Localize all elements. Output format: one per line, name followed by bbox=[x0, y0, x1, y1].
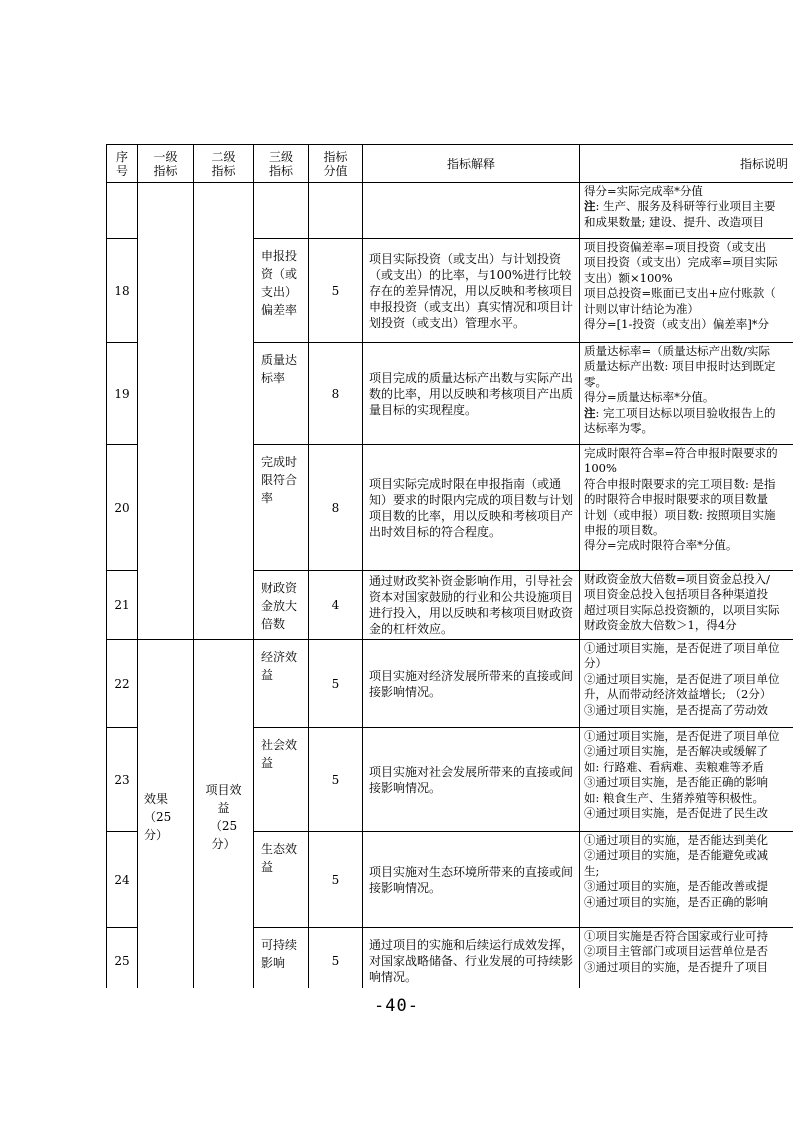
header-desc: 指标说明 bbox=[580, 145, 793, 183]
desc-text: 项目总投资=账面已支出+应付账款（ bbox=[584, 286, 776, 301]
desc-line bbox=[584, 618, 793, 633]
desc-text: ④通过项目的实施，是否正确的影响 bbox=[584, 894, 768, 909]
desc-line bbox=[584, 375, 793, 390]
desc-cell bbox=[580, 183, 793, 239]
desc-line bbox=[584, 944, 793, 959]
explain-cell bbox=[363, 728, 580, 832]
desc-line bbox=[584, 477, 793, 492]
header-level2: 二级 指标 bbox=[194, 145, 254, 183]
explain-cell-text: 项目实际投资（或支出）与计划投资（或支出）的比率，与100%进行比较存在的差异情况，用以反映和考核项目申报投资（或支出）真实情况和项目计划投资（或支出）管理水平。 bbox=[369, 251, 574, 330]
explain-cell bbox=[363, 832, 580, 928]
desc-text: 质量达标产出数: 项目申报时达到既定 bbox=[584, 359, 776, 374]
desc-text: 如: 行路难、看病难、卖粮难等矛盾 bbox=[584, 759, 765, 774]
score-cell-text: 5 bbox=[331, 772, 340, 787]
desc-text: 项目资金总投入包括项目各种渠道投 bbox=[584, 587, 768, 602]
desc-line bbox=[584, 421, 793, 436]
score-cell bbox=[309, 239, 363, 343]
table-viewport bbox=[106, 144, 793, 988]
level3-cell bbox=[254, 183, 309, 239]
desc-line bbox=[584, 864, 793, 879]
desc-line bbox=[584, 895, 793, 910]
level3-cell-text: 经济效 益 bbox=[261, 650, 298, 682]
desc-text: 得分=[1-投资（或支出）偏差率]*分 bbox=[584, 317, 770, 332]
seq-cell bbox=[107, 640, 138, 728]
desc-text: 完成时限符合率=符合申报时限要求的 bbox=[584, 446, 778, 460]
level3-cell-text: 可持续 影响 bbox=[261, 938, 298, 970]
desc-line bbox=[584, 760, 793, 775]
level1-group-cell-text: 效果 （25 分） bbox=[144, 791, 172, 842]
desc-text: ①通过项目实施，是否促进了项目单位 bbox=[584, 729, 780, 743]
desc-text: ②通过项目实施，是否解决或缓解了 bbox=[584, 744, 768, 759]
level3-cell bbox=[254, 239, 309, 343]
desc-text: 支出）额×100% bbox=[584, 270, 673, 285]
desc-text: 的时限符合申报时限要求的项目数量 bbox=[584, 492, 768, 507]
level2-cell bbox=[194, 183, 254, 640]
desc-cell bbox=[580, 571, 793, 640]
seq-cell-text: 21 bbox=[114, 598, 130, 612]
desc-line bbox=[584, 461, 793, 476]
desc-line bbox=[584, 446, 793, 461]
seq-cell-text: 18 bbox=[114, 283, 130, 298]
seq-cell bbox=[107, 343, 138, 445]
score-cell-text: 8 bbox=[331, 386, 340, 401]
score-cell bbox=[309, 640, 363, 728]
explain-cell bbox=[363, 239, 580, 343]
level3-cell-text: 财政资 金放大 倍数 bbox=[261, 581, 298, 631]
header-score: 指标 分值 bbox=[309, 145, 363, 183]
score-cell-text: 5 bbox=[331, 283, 340, 298]
score-cell bbox=[309, 928, 363, 989]
desc-line bbox=[584, 317, 793, 332]
desc-cell bbox=[580, 343, 793, 445]
header-level1: 一级 指标 bbox=[138, 145, 194, 183]
explain-cell bbox=[363, 445, 580, 571]
desc-text: 财政资金放大倍数=项目资金总投入/ bbox=[584, 572, 771, 586]
desc-line bbox=[584, 806, 793, 821]
score-cell-text: 4 bbox=[331, 598, 340, 612]
seq-cell bbox=[107, 445, 138, 571]
level1-cell bbox=[138, 183, 194, 640]
indicator-table bbox=[106, 144, 793, 988]
desc-text: ③通过项目实施，是否能正确的影响 bbox=[584, 775, 768, 790]
score-cell bbox=[309, 832, 363, 928]
desc-line bbox=[584, 744, 793, 759]
seq-cell bbox=[107, 183, 138, 239]
score-cell bbox=[309, 728, 363, 832]
level3-cell bbox=[254, 728, 309, 832]
desc-line bbox=[584, 879, 793, 894]
score-cell bbox=[309, 343, 363, 445]
desc-text: 财政资金放大倍数＞1，得4分 bbox=[584, 618, 737, 633]
desc-line bbox=[584, 359, 793, 374]
desc-line bbox=[584, 492, 793, 507]
desc-line bbox=[584, 199, 793, 214]
desc-line bbox=[584, 641, 793, 656]
level3-cell bbox=[254, 832, 309, 928]
level3-cell bbox=[254, 445, 309, 571]
seq-cell-text: 25 bbox=[114, 953, 130, 968]
desc-cell bbox=[580, 445, 793, 571]
desc-text: ④通过项目实施，是否促进了民生改 bbox=[584, 806, 768, 821]
desc-text: 质量达标率=（质量达标产出数/实际 bbox=[584, 344, 771, 358]
desc-text: 计划（或申报）项目数: 按照项目实施 bbox=[584, 507, 776, 522]
desc-line bbox=[584, 538, 793, 553]
level3-cell-text: 质量达 标率 bbox=[261, 353, 298, 385]
desc-line bbox=[584, 687, 793, 702]
desc-cell bbox=[580, 640, 793, 728]
desc-text: 和成果数量; 建设、提升、改造项目 bbox=[584, 214, 765, 229]
explain-cell bbox=[363, 640, 580, 728]
desc-text: 如: 粮食生产、生猪养殖等积极性。 bbox=[584, 790, 765, 805]
score-cell bbox=[309, 445, 363, 571]
desc-text: 项目投资（或支出）完成率=项目实际 bbox=[584, 255, 778, 270]
desc-text: 升，从而带动经济效益增长; （2分） bbox=[584, 687, 772, 702]
level3-cell-text: 生态效 益 bbox=[261, 842, 298, 874]
note-prefix: 注 bbox=[584, 405, 596, 420]
desc-line bbox=[584, 572, 793, 587]
score-cell-text: 5 bbox=[331, 676, 340, 691]
desc-line bbox=[584, 703, 793, 718]
desc-line bbox=[584, 672, 793, 687]
explain-cell-text: 通过项目的实施和后续运行成效发挥，对国家战略储备、行业发展的可持续影响情况。 bbox=[369, 937, 574, 984]
desc-line bbox=[584, 791, 793, 806]
explain-cell-text: 项目实施对生态环境所带来的直接或间接影响情况。 bbox=[369, 864, 574, 895]
level1-group-cell bbox=[138, 640, 194, 989]
explain-cell bbox=[363, 343, 580, 445]
desc-cell bbox=[580, 728, 793, 832]
desc-text: ②通过项目实施，是否促进了项目单位 bbox=[584, 671, 780, 686]
desc-line bbox=[584, 255, 793, 270]
desc-text: 零。 bbox=[584, 374, 607, 389]
seq-cell-text: 23 bbox=[114, 772, 130, 787]
desc-line bbox=[584, 240, 793, 255]
desc-line bbox=[584, 271, 793, 286]
level3-cell bbox=[254, 343, 309, 445]
desc-line bbox=[584, 587, 793, 602]
header-seq: 序 号 bbox=[107, 145, 138, 183]
desc-text: 项目投资偏差率=项目投资（或支出 bbox=[584, 240, 767, 254]
desc-cell bbox=[580, 928, 793, 989]
explain-cell-text: 项目完成的质量达标产出数与实际产出数的比率，用以反映和考核项目产出质量目标的实现程度。 bbox=[369, 370, 574, 417]
desc-text: ②通过项目的实施，是否能避免或减 bbox=[584, 848, 768, 863]
desc-text: 符合申报时限要求的完工项目数: 是指 bbox=[584, 476, 776, 491]
desc-text: 得分=质量达标率*分值。 bbox=[584, 390, 715, 405]
desc-text: 生; bbox=[584, 863, 600, 878]
desc-text: ①项目实施是否符合国家或行业可持 bbox=[584, 929, 768, 943]
table-row bbox=[107, 183, 793, 239]
desc-cell bbox=[580, 832, 793, 928]
desc-text: 达标率为零。 bbox=[584, 421, 653, 436]
score-cell-text: 5 bbox=[331, 872, 340, 887]
score-cell-text: 5 bbox=[331, 953, 340, 968]
level2-group-cell-text: 项目效 益 （25 分） bbox=[205, 782, 242, 851]
header-level3: 三级 指标 bbox=[254, 145, 309, 183]
level2-group-cell bbox=[194, 640, 254, 989]
note-prefix: 注 bbox=[584, 199, 596, 214]
desc-line bbox=[584, 508, 793, 523]
desc-cell bbox=[580, 239, 793, 343]
explain-cell-text: 项目实施对经济发展所带来的直接或间接影响情况。 bbox=[369, 668, 574, 699]
explain-cell-text: 通过财政奖补资金影响作用，引导社会资本对国家鼓励的行业和公共设施项目进行投入，用以反映和考核项目财政资金的杠杆效应。 bbox=[369, 574, 574, 636]
desc-text: 超过项目实际总投资额的，以项目实际 bbox=[584, 602, 780, 617]
desc-text: 计则以审计结论为准） bbox=[584, 301, 699, 316]
explain-cell bbox=[363, 571, 580, 640]
seq-cell-text: 22 bbox=[114, 676, 130, 691]
seq-cell-text: 19 bbox=[114, 386, 130, 401]
desc-text: ③通过项目实施，是否提高了劳动效 bbox=[584, 702, 768, 717]
score-cell-text: 8 bbox=[331, 500, 340, 515]
desc-line bbox=[584, 406, 793, 421]
desc-text: 得分=实际完成率*分值 bbox=[584, 184, 703, 198]
desc-line bbox=[584, 656, 793, 671]
score-cell bbox=[309, 183, 363, 239]
seq-cell bbox=[107, 728, 138, 832]
desc-line bbox=[584, 523, 793, 538]
desc-text: ②项目主管部门或项目运营单位是否 bbox=[584, 944, 768, 959]
level3-cell-text: 申报投 资（或 支出） 偏差率 bbox=[261, 249, 298, 317]
desc-text: 分） bbox=[584, 656, 607, 671]
seq-cell-text: 24 bbox=[114, 872, 130, 887]
desc-text: ③通过项目的实施，是否提升了项目 bbox=[584, 959, 768, 974]
desc-line bbox=[584, 603, 793, 618]
seq-cell bbox=[107, 928, 138, 989]
desc-line bbox=[584, 302, 793, 317]
desc-line bbox=[584, 184, 793, 199]
desc-line bbox=[584, 775, 793, 790]
desc-text: 得分=完成时限符合率*分值。 bbox=[584, 538, 738, 553]
desc-line bbox=[584, 848, 793, 863]
header-explain: 指标解释 bbox=[363, 145, 580, 183]
desc-text: ③通过项目的实施，是否能改善或提 bbox=[584, 879, 768, 894]
seq-cell bbox=[107, 239, 138, 343]
desc-line bbox=[584, 390, 793, 405]
level3-cell bbox=[254, 571, 309, 640]
desc-text: : 完工项目达标以项目验收报告上的 bbox=[595, 405, 776, 420]
seq-cell bbox=[107, 571, 138, 640]
desc-line bbox=[584, 929, 793, 944]
explain-cell-text: 项目实施对社会发展所带来的直接或间接影响情况。 bbox=[369, 764, 574, 795]
explain-cell bbox=[363, 928, 580, 989]
seq-cell bbox=[107, 832, 138, 928]
desc-line bbox=[584, 833, 793, 848]
desc-line bbox=[584, 729, 793, 744]
table-row bbox=[107, 640, 793, 728]
desc-text: : 生产、服务及科研等行业项目主要 bbox=[595, 199, 776, 214]
desc-line bbox=[584, 215, 793, 230]
score-cell bbox=[309, 571, 363, 640]
desc-text: ①通过项目实施，是否促进了项目单位 bbox=[584, 641, 780, 655]
desc-text: ①通过项目的实施，是否能达到美化 bbox=[584, 833, 768, 847]
explain-cell-text: 项目实际完成时限在申报指南（或通知）要求的时限内完成的项目数与计划项目数的比率，用以反映和考核项目产出时效目标的符合程度。 bbox=[369, 476, 574, 539]
level3-cell-text: 社会效 益 bbox=[261, 738, 298, 770]
desc-line bbox=[584, 960, 793, 975]
explain-cell bbox=[363, 183, 580, 239]
level3-cell bbox=[254, 928, 309, 989]
level3-cell-text: 完成时 限符合 率 bbox=[261, 455, 298, 505]
desc-line bbox=[584, 286, 793, 301]
desc-line bbox=[584, 344, 793, 359]
level3-cell bbox=[254, 640, 309, 728]
desc-text: 申报的项目数。 bbox=[584, 523, 665, 538]
desc-text: 100% bbox=[584, 461, 617, 476]
header-row bbox=[107, 145, 793, 183]
seq-cell-text: 20 bbox=[114, 500, 130, 515]
page-number: -40- bbox=[374, 996, 419, 1016]
